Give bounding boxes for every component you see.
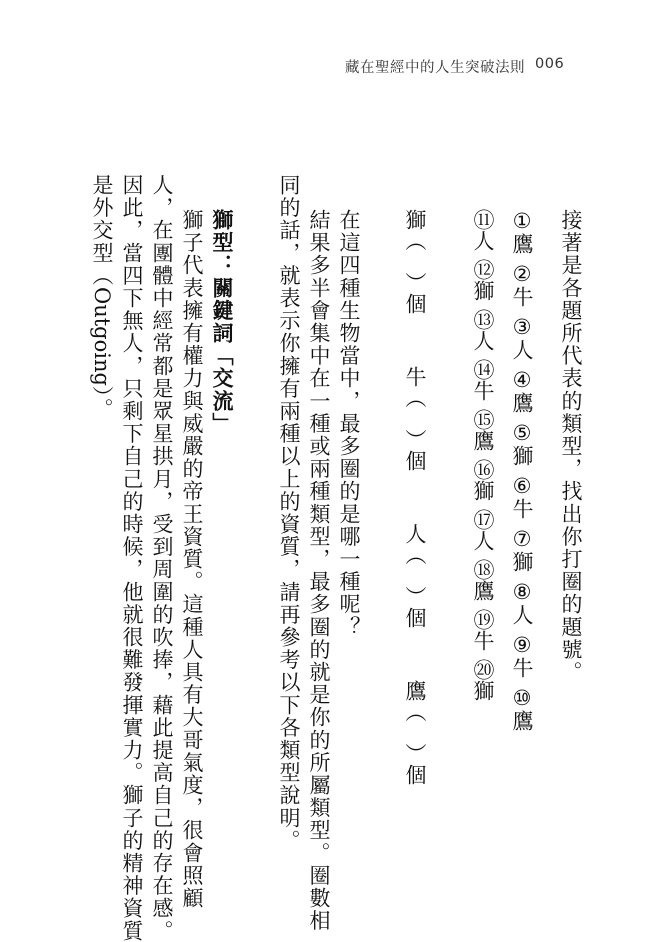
- answer-key-row-2: [472, 209, 493, 701]
- lion-paragraph-line-3: 因此，當四下無人，只剩下自己的時候，他就很難發揮實力。獅子的精神資質: [120, 174, 144, 942]
- paragraph-1-line-1: 結果多半會集中在一種或兩種類型，最多圈的就是你的所屬類型。圈數相: [307, 209, 331, 933]
- answer-number-2: ⑫: [471, 259, 495, 280]
- lion-paragraph-line-4-start: 是外交型（: [90, 174, 114, 287]
- outgoing-term: Outgoing: [90, 287, 114, 386]
- answer-type-4: 鷹: [510, 392, 534, 413]
- tally-lion: 獅（ ）個: [403, 209, 427, 314]
- answer-number-4: ④: [510, 368, 534, 392]
- answer-number-10: ⑩: [510, 686, 534, 710]
- answer-type-7: 獅: [510, 551, 534, 572]
- tally-line: [404, 209, 425, 785]
- answer-type-3: 人: [510, 339, 534, 360]
- running-header: [0, 56, 663, 80]
- answer-number-1: ①: [510, 209, 534, 233]
- lion-paragraph-line-4: [91, 174, 112, 421]
- answer-type-2: 獅: [471, 280, 495, 301]
- answer-type-4: 牛: [471, 380, 495, 401]
- tally-ox: 牛（ ）個: [403, 366, 427, 471]
- answer-type-2: 牛: [510, 286, 534, 307]
- paragraph-1-line-2: 同的話，就表示你擁有兩種以上的資質，請再參考以下各類型說明。: [277, 174, 301, 852]
- answer-type-9: 牛: [510, 657, 534, 678]
- answer-type-10: 鷹: [510, 710, 534, 731]
- answer-number-4: ⑭: [471, 359, 495, 380]
- answer-number-8: ⑧: [510, 580, 534, 604]
- answer-type-10: 獅: [471, 680, 495, 701]
- answer-number-5: ⑮: [471, 409, 495, 430]
- answer-type-5: 獅: [510, 445, 534, 466]
- answer-type-7: 人: [471, 530, 495, 551]
- answer-type-5: 鷹: [471, 430, 495, 451]
- tally-eagle: 鷹（ ）個: [403, 680, 427, 785]
- answer-type-8: 人: [510, 604, 534, 625]
- answer-number-6: ⑥: [510, 474, 534, 498]
- answer-number-9: ⑨: [510, 633, 534, 657]
- answer-type-9: 牛: [471, 630, 495, 651]
- lion-paragraph-line-2: 人，在團體中經常都是眾星拱月，受到周圍的吹捧，藉此提高自己的存在感。: [150, 174, 174, 942]
- answer-number-5: ⑤: [510, 421, 534, 445]
- intro-text: 接著是各題所代表的類型，找出你打圈的題號。: [559, 209, 583, 684]
- answer-number-9: ⑲: [471, 609, 495, 630]
- answer-type-6: 獅: [471, 480, 495, 501]
- answer-number-10: ⑳: [471, 659, 495, 680]
- answer-number-2: ②: [510, 262, 534, 286]
- tally-human: 人（ ）個: [403, 523, 427, 628]
- book-title: 藏在聖經中的人生突破法則: [345, 60, 525, 76]
- lion-paragraph-line-1: 獅子代表擁有權力與威嚴的帝王資質。這種人具有大哥氣度，很會照顧: [180, 209, 204, 910]
- answer-type-1: 鷹: [510, 233, 534, 254]
- answer-number-8: ⑱: [471, 559, 495, 580]
- answer-number-7: ⑦: [510, 527, 534, 551]
- answer-type-3: 人: [471, 330, 495, 351]
- answer-number-6: ⑯: [471, 459, 495, 480]
- answer-type-6: 牛: [510, 498, 534, 519]
- answer-type-8: 鷹: [471, 580, 495, 601]
- answer-number-3: ③: [510, 315, 534, 339]
- answer-number-1: ⑪: [471, 209, 495, 230]
- lion-section-heading: 獅型：關鍵詞「交流」: [210, 209, 234, 435]
- answer-type-1: 人: [471, 230, 495, 251]
- page-number: 006: [535, 56, 565, 72]
- answer-key-row-1: [511, 209, 532, 731]
- answer-number-3: ⑬: [471, 309, 495, 330]
- question-text: 在這四種生物當中，最多圈的是哪一種呢？: [337, 209, 361, 639]
- lion-paragraph-line-4-end: ）。: [90, 385, 114, 421]
- answer-number-7: ⑰: [471, 509, 495, 530]
